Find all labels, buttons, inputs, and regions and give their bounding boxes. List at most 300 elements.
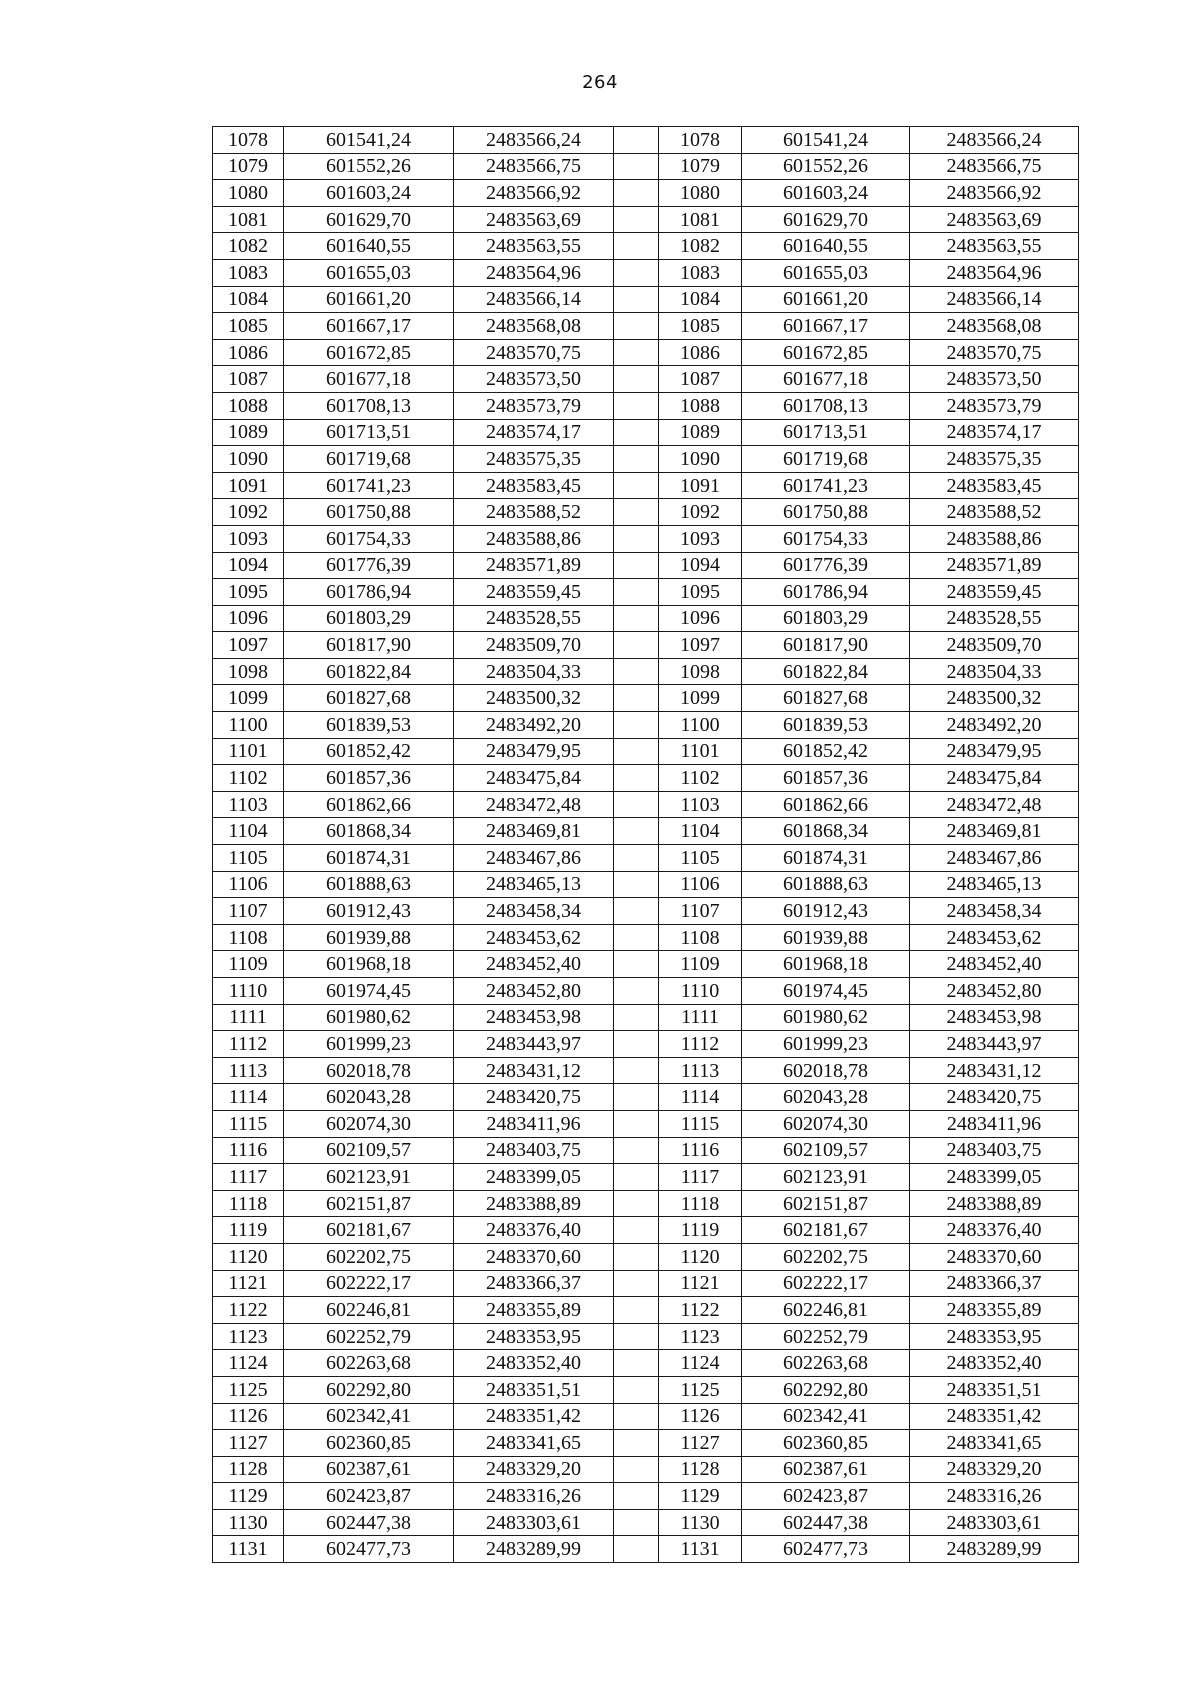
left-x-coordinate-cell: 601803,29 [284,605,454,632]
separator-cell [614,1270,659,1297]
left-y-coordinate-cell: 2483467,86 [454,845,614,872]
left-y-coordinate-cell: 2483571,89 [454,552,614,579]
right-point-id-cell: 1109 [659,951,742,978]
left-y-coordinate-cell: 2483475,84 [454,765,614,792]
left-x-coordinate-cell: 602387,61 [284,1456,454,1483]
left-x-coordinate-cell: 601968,18 [284,951,454,978]
left-x-coordinate-cell: 601603,24 [284,180,454,207]
table-row [213,446,1079,473]
left-point-id-cell: 1097 [213,632,284,659]
right-point-id-cell: 1091 [659,472,742,499]
table-row [213,1536,1079,1563]
separator-cell [614,1164,659,1191]
right-x-coordinate-cell: 602423,87 [742,1483,910,1510]
right-y-coordinate-cell: 2483472,48 [910,791,1079,818]
left-point-id-cell: 1129 [213,1483,284,1510]
left-x-coordinate-cell: 602018,78 [284,1057,454,1084]
right-point-id-cell: 1118 [659,1190,742,1217]
right-y-coordinate-cell: 2483420,75 [910,1084,1079,1111]
left-y-coordinate-cell: 2483573,79 [454,392,614,419]
left-point-id-cell: 1123 [213,1323,284,1350]
right-x-coordinate-cell: 601640,55 [742,233,910,260]
right-x-coordinate-cell: 602447,38 [742,1509,910,1536]
right-x-coordinate-cell: 601939,88 [742,924,910,951]
table-row [213,685,1079,712]
separator-cell [614,1376,659,1403]
separator-cell [614,1137,659,1164]
left-y-coordinate-cell: 2483568,08 [454,313,614,340]
table-row [213,499,1079,526]
left-x-coordinate-cell: 601857,36 [284,765,454,792]
right-point-id-cell: 1114 [659,1084,742,1111]
left-point-id-cell: 1089 [213,419,284,446]
left-y-coordinate-cell: 2483469,81 [454,818,614,845]
separator-cell [614,472,659,499]
left-x-coordinate-cell: 602074,30 [284,1110,454,1137]
right-y-coordinate-cell: 2483563,55 [910,233,1079,260]
table-row [213,1217,1079,1244]
right-point-id-cell: 1115 [659,1110,742,1137]
right-point-id-cell: 1130 [659,1509,742,1536]
left-y-coordinate-cell: 2483431,12 [454,1057,614,1084]
right-y-coordinate-cell: 2483355,89 [910,1297,1079,1324]
left-x-coordinate-cell: 601776,39 [284,552,454,579]
right-point-id-cell: 1092 [659,499,742,526]
right-x-coordinate-cell: 601741,23 [742,472,910,499]
right-point-id-cell: 1086 [659,339,742,366]
right-point-id-cell: 1124 [659,1350,742,1377]
right-point-id-cell: 1125 [659,1376,742,1403]
separator-cell [614,1110,659,1137]
left-y-coordinate-cell: 2483588,86 [454,525,614,552]
right-y-coordinate-cell: 2483588,52 [910,499,1079,526]
left-x-coordinate-cell: 601640,55 [284,233,454,260]
left-y-coordinate-cell: 2483452,40 [454,951,614,978]
right-point-id-cell: 1099 [659,685,742,712]
right-point-id-cell: 1098 [659,658,742,685]
left-y-coordinate-cell: 2483353,95 [454,1323,614,1350]
left-x-coordinate-cell: 601708,13 [284,392,454,419]
right-point-id-cell: 1082 [659,233,742,260]
right-point-id-cell: 1101 [659,738,742,765]
separator-cell [614,286,659,313]
right-y-coordinate-cell: 2483376,40 [910,1217,1079,1244]
left-x-coordinate-cell: 601817,90 [284,632,454,659]
left-y-coordinate-cell: 2483352,40 [454,1350,614,1377]
left-x-coordinate-cell: 601822,84 [284,658,454,685]
right-y-coordinate-cell: 2483566,92 [910,180,1079,207]
separator-cell [614,765,659,792]
right-y-coordinate-cell: 2483351,51 [910,1376,1079,1403]
table-row [213,1403,1079,1430]
separator-cell [614,978,659,1005]
right-point-id-cell: 1116 [659,1137,742,1164]
left-point-id-cell: 1124 [213,1350,284,1377]
right-point-id-cell: 1094 [659,552,742,579]
left-point-id-cell: 1084 [213,286,284,313]
left-y-coordinate-cell: 2483399,05 [454,1164,614,1191]
right-y-coordinate-cell: 2483353,95 [910,1323,1079,1350]
right-point-id-cell: 1113 [659,1057,742,1084]
table-row [213,339,1079,366]
right-y-coordinate-cell: 2483467,86 [910,845,1079,872]
right-x-coordinate-cell: 602151,87 [742,1190,910,1217]
right-y-coordinate-cell: 2483583,45 [910,472,1079,499]
left-point-id-cell: 1085 [213,313,284,340]
right-x-coordinate-cell: 601661,20 [742,286,910,313]
separator-cell [614,1536,659,1563]
separator-cell [614,180,659,207]
left-point-id-cell: 1098 [213,658,284,685]
left-point-id-cell: 1103 [213,791,284,818]
left-y-coordinate-cell: 2483563,69 [454,206,614,233]
left-point-id-cell: 1100 [213,712,284,739]
table-row [213,1323,1079,1350]
right-y-coordinate-cell: 2483403,75 [910,1137,1079,1164]
right-y-coordinate-cell: 2483570,75 [910,339,1079,366]
separator-cell [614,791,659,818]
separator-cell [614,924,659,951]
left-point-id-cell: 1094 [213,552,284,579]
right-y-coordinate-cell: 2483479,95 [910,738,1079,765]
left-x-coordinate-cell: 601719,68 [284,446,454,473]
left-x-coordinate-cell: 601786,94 [284,579,454,606]
right-point-id-cell: 1102 [659,765,742,792]
right-y-coordinate-cell: 2483575,35 [910,446,1079,473]
table-row [213,525,1079,552]
right-x-coordinate-cell: 601852,42 [742,738,910,765]
separator-cell [614,1456,659,1483]
left-y-coordinate-cell: 2483528,55 [454,605,614,632]
left-x-coordinate-cell: 602360,85 [284,1430,454,1457]
left-x-coordinate-cell: 602423,87 [284,1483,454,1510]
right-y-coordinate-cell: 2483492,20 [910,712,1079,739]
right-x-coordinate-cell: 601719,68 [742,446,910,473]
left-point-id-cell: 1099 [213,685,284,712]
left-y-coordinate-cell: 2483289,99 [454,1536,614,1563]
right-y-coordinate-cell: 2483453,98 [910,1004,1079,1031]
right-y-coordinate-cell: 2483388,89 [910,1190,1079,1217]
separator-cell [614,712,659,739]
right-x-coordinate-cell: 602263,68 [742,1350,910,1377]
table-row [213,286,1079,313]
left-point-id-cell: 1111 [213,1004,284,1031]
left-point-id-cell: 1119 [213,1217,284,1244]
separator-cell [614,446,659,473]
left-point-id-cell: 1087 [213,366,284,393]
table-row [213,1084,1079,1111]
left-point-id-cell: 1118 [213,1190,284,1217]
left-x-coordinate-cell: 602109,57 [284,1137,454,1164]
right-x-coordinate-cell: 601776,39 [742,552,910,579]
separator-cell [614,818,659,845]
right-x-coordinate-cell: 601672,85 [742,339,910,366]
right-x-coordinate-cell: 601655,03 [742,259,910,286]
right-point-id-cell: 1087 [659,366,742,393]
separator-cell [614,525,659,552]
right-y-coordinate-cell: 2483329,20 [910,1456,1079,1483]
left-point-id-cell: 1130 [213,1509,284,1536]
table-row [213,658,1079,685]
left-point-id-cell: 1091 [213,472,284,499]
separator-cell [614,1297,659,1324]
left-y-coordinate-cell: 2483573,50 [454,366,614,393]
left-y-coordinate-cell: 2483479,95 [454,738,614,765]
right-x-coordinate-cell: 602018,78 [742,1057,910,1084]
right-point-id-cell: 1078 [659,127,742,154]
separator-cell [614,366,659,393]
right-x-coordinate-cell: 601677,18 [742,366,910,393]
right-x-coordinate-cell: 602043,28 [742,1084,910,1111]
left-y-coordinate-cell: 2483443,97 [454,1031,614,1058]
table-row [213,1004,1079,1031]
right-point-id-cell: 1110 [659,978,742,1005]
table-row [213,392,1079,419]
left-x-coordinate-cell: 602252,79 [284,1323,454,1350]
right-y-coordinate-cell: 2483351,42 [910,1403,1079,1430]
right-y-coordinate-cell: 2483366,37 [910,1270,1079,1297]
right-point-id-cell: 1121 [659,1270,742,1297]
right-x-coordinate-cell: 601667,17 [742,313,910,340]
separator-cell [614,898,659,925]
left-x-coordinate-cell: 601839,53 [284,712,454,739]
right-x-coordinate-cell: 601868,34 [742,818,910,845]
table-row [213,791,1079,818]
left-x-coordinate-cell: 601827,68 [284,685,454,712]
table-row [213,1137,1079,1164]
table-row [213,1456,1079,1483]
left-x-coordinate-cell: 601862,66 [284,791,454,818]
left-x-coordinate-cell: 602151,87 [284,1190,454,1217]
left-x-coordinate-cell: 601655,03 [284,259,454,286]
right-y-coordinate-cell: 2483504,33 [910,658,1079,685]
left-y-coordinate-cell: 2483509,70 [454,632,614,659]
separator-cell [614,605,659,632]
right-y-coordinate-cell: 2483370,60 [910,1243,1079,1270]
right-y-coordinate-cell: 2483564,96 [910,259,1079,286]
right-point-id-cell: 1112 [659,1031,742,1058]
left-point-id-cell: 1115 [213,1110,284,1137]
table-row [213,180,1079,207]
right-x-coordinate-cell: 602074,30 [742,1110,910,1137]
right-x-coordinate-cell: 601974,45 [742,978,910,1005]
right-point-id-cell: 1090 [659,446,742,473]
left-y-coordinate-cell: 2483351,42 [454,1403,614,1430]
left-y-coordinate-cell: 2483458,34 [454,898,614,925]
left-x-coordinate-cell: 601667,17 [284,313,454,340]
left-x-coordinate-cell: 601713,51 [284,419,454,446]
separator-cell [614,419,659,446]
separator-cell [614,313,659,340]
table-row [213,579,1079,606]
coordinates-table-body [213,127,1079,1563]
right-point-id-cell: 1093 [659,525,742,552]
table-row [213,1376,1079,1403]
table-row [213,1430,1079,1457]
left-y-coordinate-cell: 2483564,96 [454,259,614,286]
table-row [213,1057,1079,1084]
table-row [213,818,1079,845]
left-x-coordinate-cell: 601661,20 [284,286,454,313]
left-y-coordinate-cell: 2483566,92 [454,180,614,207]
left-point-id-cell: 1106 [213,871,284,898]
left-point-id-cell: 1093 [213,525,284,552]
left-point-id-cell: 1082 [213,233,284,260]
right-point-id-cell: 1085 [659,313,742,340]
separator-cell [614,392,659,419]
right-y-coordinate-cell: 2483341,65 [910,1430,1079,1457]
right-point-id-cell: 1104 [659,818,742,845]
right-y-coordinate-cell: 2483559,45 [910,579,1079,606]
right-x-coordinate-cell: 602252,79 [742,1323,910,1350]
table-row [213,738,1079,765]
left-point-id-cell: 1120 [213,1243,284,1270]
left-point-id-cell: 1128 [213,1456,284,1483]
separator-cell [614,552,659,579]
left-x-coordinate-cell: 601750,88 [284,499,454,526]
separator-cell [614,1031,659,1058]
table-row [213,1164,1079,1191]
right-point-id-cell: 1105 [659,845,742,872]
separator-cell [614,1084,659,1111]
right-x-coordinate-cell: 601839,53 [742,712,910,739]
left-y-coordinate-cell: 2483420,75 [454,1084,614,1111]
right-y-coordinate-cell: 2483452,40 [910,951,1079,978]
right-x-coordinate-cell: 601999,23 [742,1031,910,1058]
left-x-coordinate-cell: 602043,28 [284,1084,454,1111]
right-x-coordinate-cell: 602246,81 [742,1297,910,1324]
separator-cell [614,871,659,898]
table-row [213,1110,1079,1137]
right-point-id-cell: 1083 [659,259,742,286]
left-point-id-cell: 1090 [213,446,284,473]
left-y-coordinate-cell: 2483500,32 [454,685,614,712]
left-x-coordinate-cell: 601541,24 [284,127,454,154]
left-y-coordinate-cell: 2483329,20 [454,1456,614,1483]
table-row [213,1297,1079,1324]
right-point-id-cell: 1088 [659,392,742,419]
right-y-coordinate-cell: 2483303,61 [910,1509,1079,1536]
table-row [213,472,1079,499]
separator-cell [614,951,659,978]
left-y-coordinate-cell: 2483574,17 [454,419,614,446]
left-point-id-cell: 1105 [213,845,284,872]
left-y-coordinate-cell: 2483355,89 [454,1297,614,1324]
right-x-coordinate-cell: 602123,91 [742,1164,910,1191]
right-point-id-cell: 1131 [659,1536,742,1563]
right-x-coordinate-cell: 601827,68 [742,685,910,712]
right-point-id-cell: 1097 [659,632,742,659]
table-row [213,206,1079,233]
table-row [213,1190,1079,1217]
right-x-coordinate-cell: 602477,73 [742,1536,910,1563]
left-x-coordinate-cell: 601741,23 [284,472,454,499]
left-point-id-cell: 1121 [213,1270,284,1297]
right-x-coordinate-cell: 601754,33 [742,525,910,552]
left-x-coordinate-cell: 602181,67 [284,1217,454,1244]
left-point-id-cell: 1117 [213,1164,284,1191]
table-row [213,898,1079,925]
table-row [213,924,1079,951]
left-point-id-cell: 1112 [213,1031,284,1058]
right-y-coordinate-cell: 2483566,14 [910,286,1079,313]
right-point-id-cell: 1100 [659,712,742,739]
right-point-id-cell: 1119 [659,1217,742,1244]
right-y-coordinate-cell: 2483469,81 [910,818,1079,845]
right-point-id-cell: 1081 [659,206,742,233]
right-x-coordinate-cell: 601629,70 [742,206,910,233]
right-y-coordinate-cell: 2483566,24 [910,127,1079,154]
separator-cell [614,685,659,712]
left-point-id-cell: 1092 [213,499,284,526]
left-x-coordinate-cell: 601939,88 [284,924,454,951]
left-point-id-cell: 1116 [213,1137,284,1164]
left-y-coordinate-cell: 2483403,75 [454,1137,614,1164]
right-point-id-cell: 1106 [659,871,742,898]
table-row [213,712,1079,739]
left-x-coordinate-cell: 602342,41 [284,1403,454,1430]
separator-cell [614,1243,659,1270]
left-point-id-cell: 1095 [213,579,284,606]
left-point-id-cell: 1110 [213,978,284,1005]
table-row [213,1350,1079,1377]
left-point-id-cell: 1080 [213,180,284,207]
right-y-coordinate-cell: 2483443,97 [910,1031,1079,1058]
right-x-coordinate-cell: 601912,43 [742,898,910,925]
right-x-coordinate-cell: 602387,61 [742,1456,910,1483]
left-x-coordinate-cell: 601980,62 [284,1004,454,1031]
left-x-coordinate-cell: 601974,45 [284,978,454,1005]
table-row [213,978,1079,1005]
right-y-coordinate-cell: 2483528,55 [910,605,1079,632]
left-y-coordinate-cell: 2483559,45 [454,579,614,606]
left-x-coordinate-cell: 601629,70 [284,206,454,233]
right-y-coordinate-cell: 2483566,75 [910,153,1079,180]
left-y-coordinate-cell: 2483303,61 [454,1509,614,1536]
right-x-coordinate-cell: 602202,75 [742,1243,910,1270]
right-x-coordinate-cell: 601603,24 [742,180,910,207]
left-point-id-cell: 1108 [213,924,284,951]
right-x-coordinate-cell: 601857,36 [742,765,910,792]
left-x-coordinate-cell: 601868,34 [284,818,454,845]
left-y-coordinate-cell: 2483351,51 [454,1376,614,1403]
left-point-id-cell: 1101 [213,738,284,765]
right-point-id-cell: 1095 [659,579,742,606]
right-point-id-cell: 1089 [659,419,742,446]
left-point-id-cell: 1114 [213,1084,284,1111]
right-x-coordinate-cell: 602181,67 [742,1217,910,1244]
left-point-id-cell: 1122 [213,1297,284,1324]
left-point-id-cell: 1088 [213,392,284,419]
right-y-coordinate-cell: 2483289,99 [910,1536,1079,1563]
table-row [213,951,1079,978]
left-point-id-cell: 1125 [213,1376,284,1403]
left-x-coordinate-cell: 602447,38 [284,1509,454,1536]
page-number: 264 [582,72,618,93]
left-x-coordinate-cell: 602202,75 [284,1243,454,1270]
left-point-id-cell: 1107 [213,898,284,925]
separator-cell [614,1004,659,1031]
separator-cell [614,1190,659,1217]
coordinates-table [212,126,1079,1563]
right-x-coordinate-cell: 602222,17 [742,1270,910,1297]
left-point-id-cell: 1126 [213,1403,284,1430]
left-y-coordinate-cell: 2483566,14 [454,286,614,313]
separator-cell [614,153,659,180]
table-row [213,1483,1079,1510]
separator-cell [614,127,659,154]
right-x-coordinate-cell: 601862,66 [742,791,910,818]
